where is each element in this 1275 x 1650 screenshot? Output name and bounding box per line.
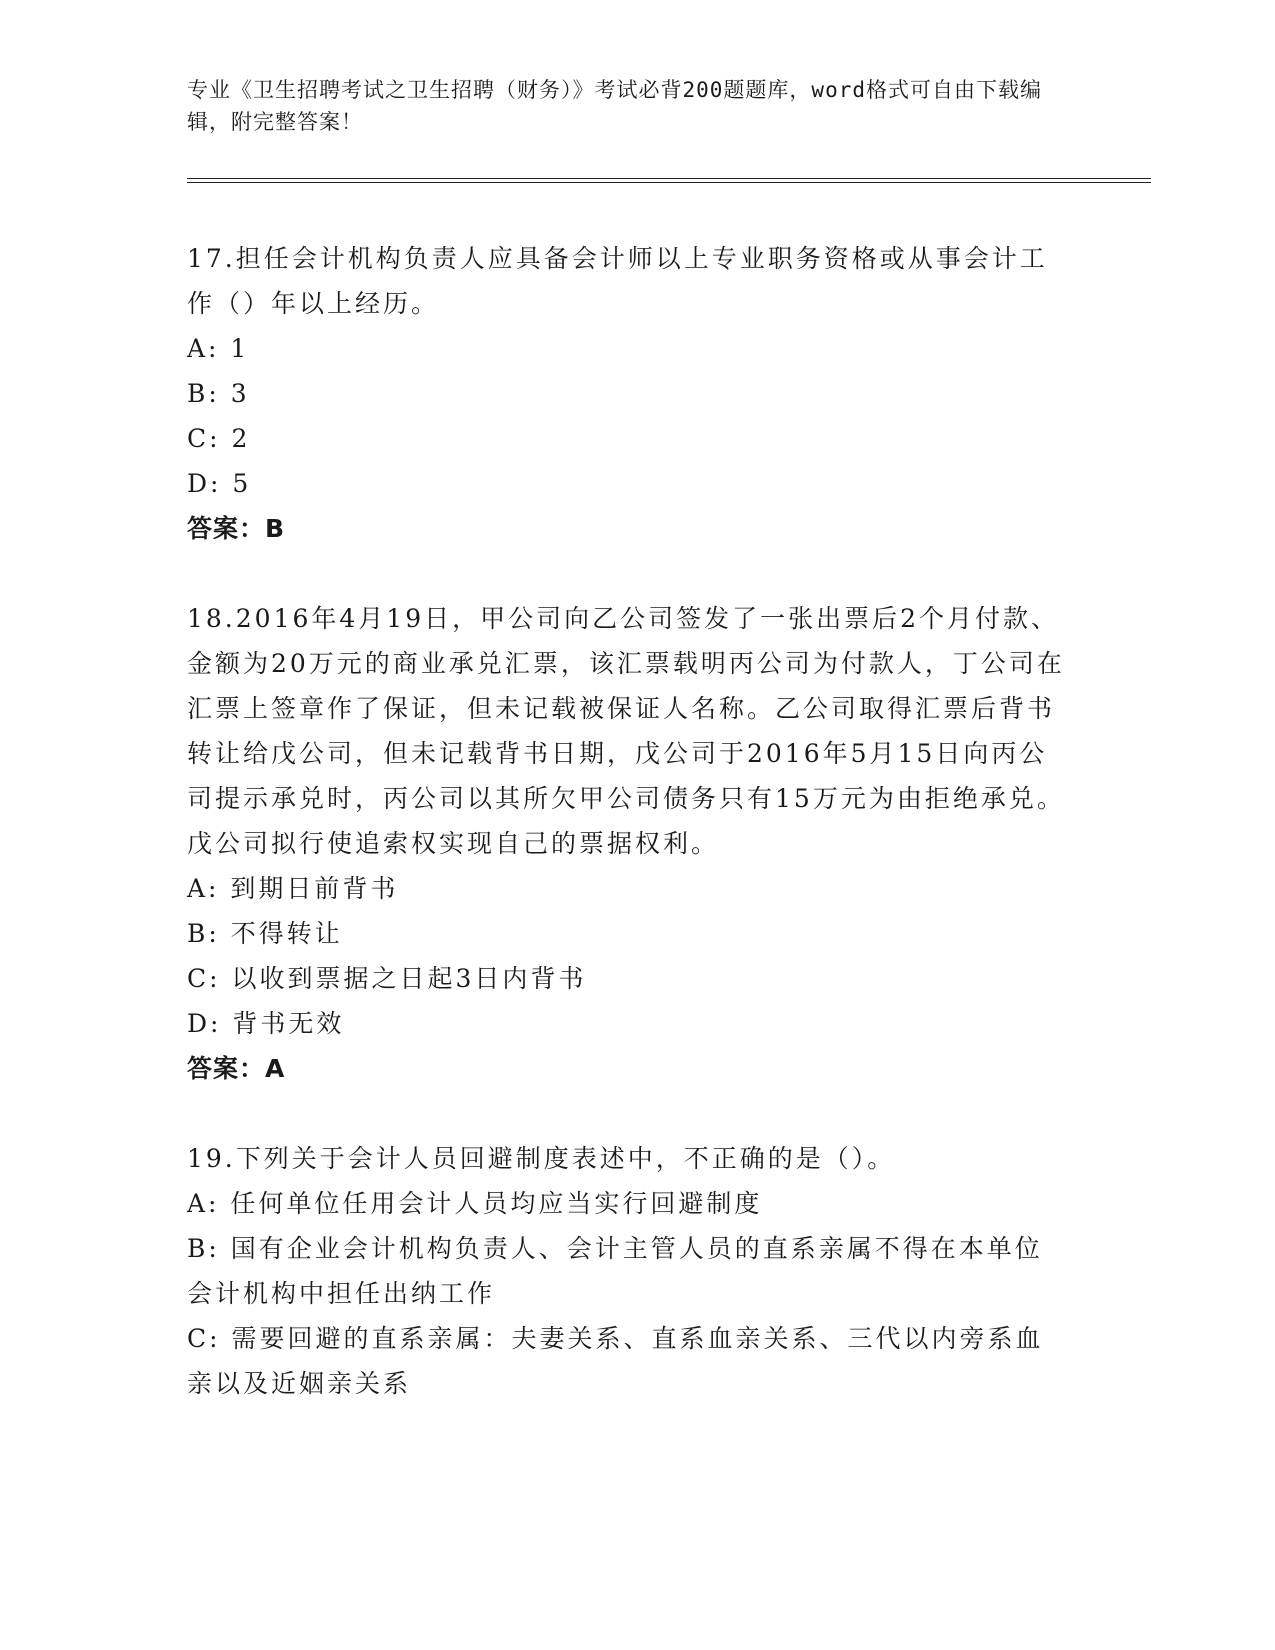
question-stem: 17.担任会计机构负责人应具备会计师以上专业职务资格或从事会计工作（）年以上经历。: [187, 244, 1048, 318]
question-stem: 18.2016年4月19日，甲公司向乙公司签发了一张出票后2个月付款、金额为20万元的商业承兑汇票，该汇票载明丙公司为付款人，丁公司在汇票上签章作了保证，但未记载被保证人名称。乙公司取得汇票后背书转让给戊公司，但未记载背书日期，戊公司于2016年5月15日向丙公司提示承兑时，丙公司以其所欠甲公司债务只有15万元为由拒绝承兑。戊公司拟行使追索权实现自己的票据权利。: [187, 604, 1065, 858]
question-list: [187, 236, 1067, 1406]
question-18: [187, 596, 1067, 1091]
option-a: A: 1: [187, 334, 250, 363]
option-c: C: 2: [187, 424, 251, 453]
option-b: B: 国有企业会计机构负责人、会计主管人员的直系亲属不得在本单位会计机构中担任出纳工作: [187, 1234, 1043, 1308]
answer-label: 答案：B: [187, 514, 286, 543]
document-header: 专业《卫生招聘考试之卫生招聘（财务）》考试必背200题题库，word格式可自由下载编辑，附完整答案！: [187, 78, 1042, 134]
option-b: B: 不得转让: [187, 919, 343, 948]
option-d: D: 背书无效: [187, 1009, 345, 1038]
question-stem: 19.下列关于会计人员回避制度表述中，不正确的是（）。: [187, 1144, 896, 1173]
answer-label: 答案：A: [187, 1054, 286, 1083]
question-19: [187, 1136, 1067, 1406]
option-a: A: 任何单位任用会计人员均应当实行回避制度: [187, 1189, 763, 1218]
option-c: C: 需要回避的直系亲属：夫妻关系、直系血亲关系、三代以内旁系血亲以及近姻亲关系: [187, 1324, 1044, 1398]
option-b: B: 3: [187, 379, 250, 408]
question-spacer: [187, 551, 1067, 596]
header-divider-bottom: [187, 182, 1151, 183]
header-divider-top: [187, 178, 1151, 179]
question-spacer: [187, 1091, 1067, 1136]
question-17: [187, 236, 1067, 551]
option-c: C: 以收到票据之日起3日内背书: [187, 964, 587, 993]
option-d: D: 5: [187, 469, 252, 498]
option-a: A: 到期日前背书: [187, 874, 399, 903]
